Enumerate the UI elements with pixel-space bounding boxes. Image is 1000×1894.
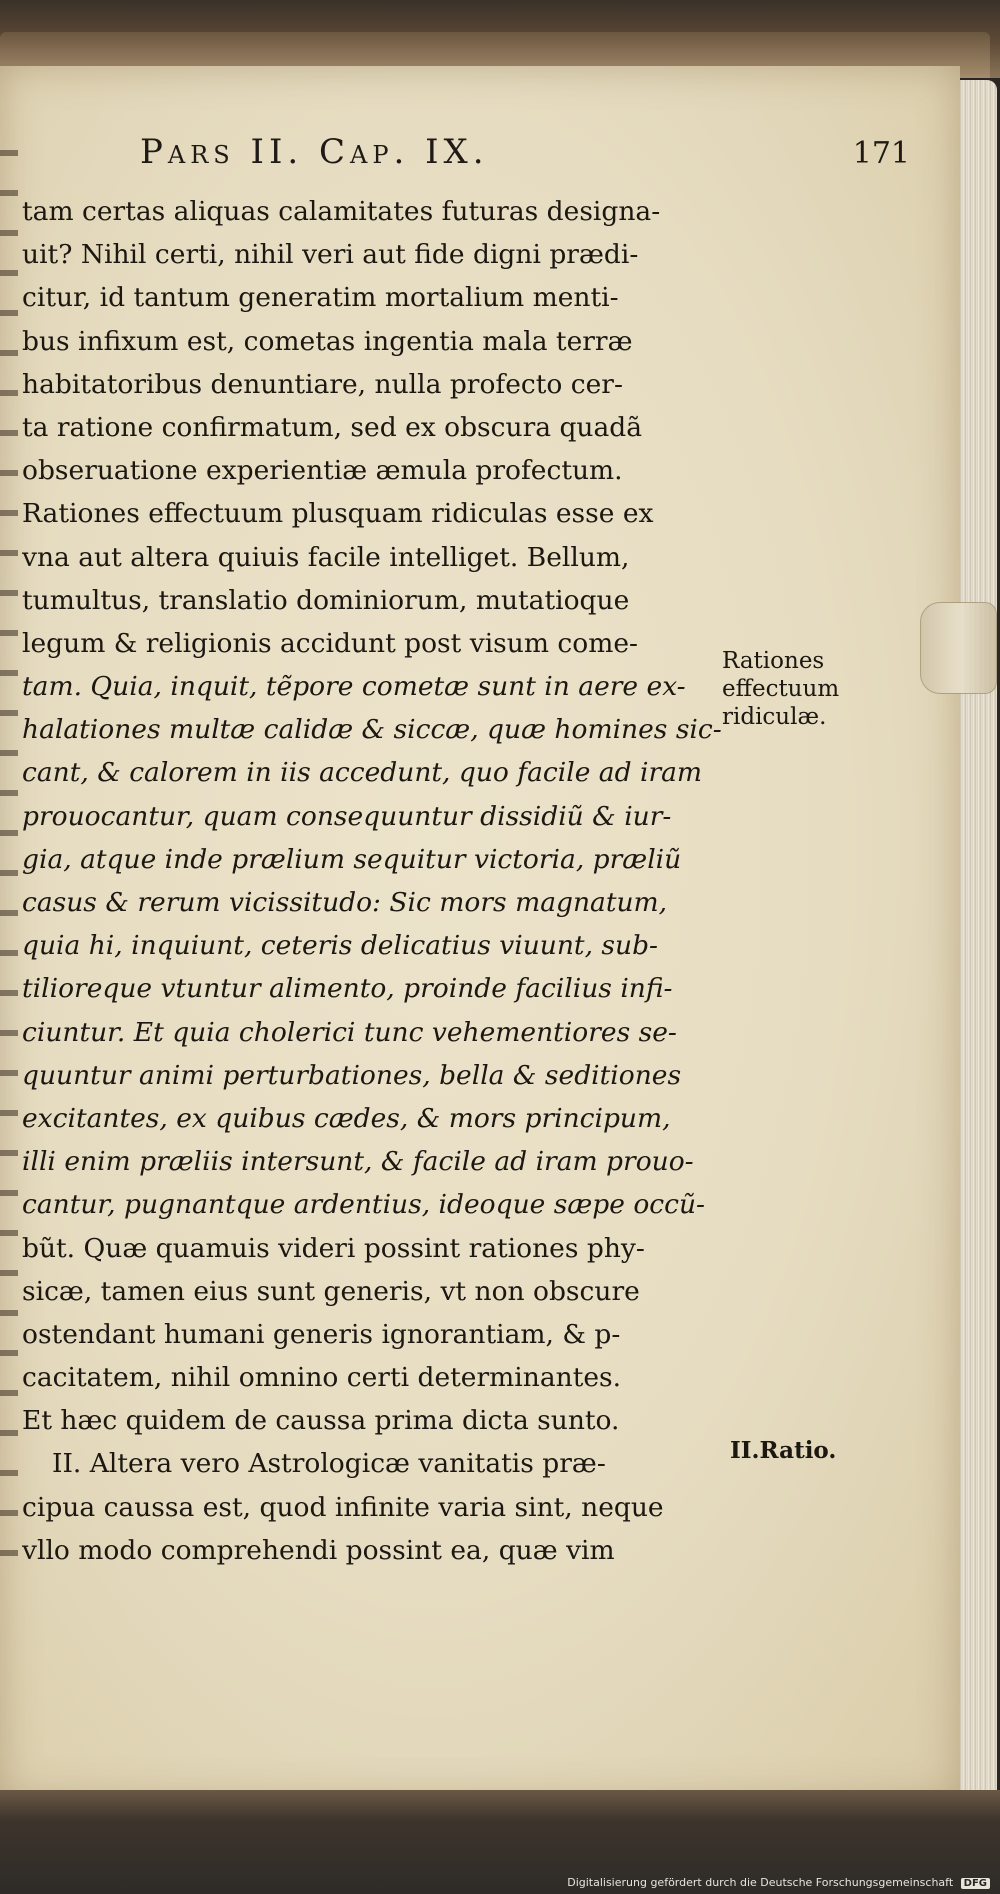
text-line: vna aut altera quiuis facile intelliget. Bellum, (22, 541, 630, 573)
text-line: sicæ, tamen eius sunt generis, vt non obscure (22, 1275, 640, 1307)
text-line: ciuntur. Et quia cholerici tunc vehementiores se- (22, 1016, 677, 1048)
credit-text: Digitalisierung gefördert durch die Deutsche Forschungsgemeinschaft (567, 1876, 954, 1889)
text-line: cipua caussa est, quod infinite varia sint, neque (22, 1491, 664, 1523)
text-line: vllo modo comprehendi possint ea, quæ vim (22, 1534, 615, 1566)
marginal-note: II.Ratio. (730, 1437, 837, 1464)
text-line: cacitatem, nihil omnino certi determinantes. (22, 1362, 622, 1394)
text-line: tam. Quia, inquit, tẽpore cometæ sunt in aere ex- (22, 671, 686, 703)
body-text (22, 190, 722, 1572)
text-line: tam certas aliquas calamitates futuras designa- (22, 196, 661, 227)
text-line: ta ratione confirmatum, sed ex obscura quadã (22, 411, 643, 443)
text-line: gia, atque inde prælium sequitur victoria, præliũ (22, 843, 682, 875)
page-number: 171 (852, 136, 910, 171)
text-line: illi enim præliis intersunt, & facile ad iram prouo- (22, 1146, 694, 1178)
text-line: habitatoribus denuntiare, nulla profecto cer- (22, 368, 623, 400)
text-line: uit? Nihil certi, nihil veri aut fide digni prædi- (22, 239, 639, 271)
text-line: II. Altera vero Astrologicæ vanitatis præ- (52, 1448, 606, 1480)
text-line: casus & rerum vicissitudo: Sic mors magnatum, (22, 887, 668, 918)
text-line: quuntur animi perturbationes, bella & seditiones (22, 1059, 682, 1091)
text-line: Rationes effectuum plusquam ridiculas esse ex (22, 498, 654, 530)
text-line: tumultus, translatio dominiorum, mutatioque (22, 584, 630, 616)
text-line: cantur, pugnantque ardentius, ideoque sæpe occũ- (22, 1189, 706, 1221)
text-line: prouocantur, quam consequuntur dissidiũ & iur- (22, 800, 672, 832)
book-clasp (920, 602, 997, 694)
dfg-logo: DFG (961, 1878, 990, 1889)
text-line: cant, & calorem in iis accedunt, quo facile ad iram (22, 757, 703, 789)
text-line: quia hi, inquiunt, ceteris delicatius viuunt, sub- (22, 930, 658, 962)
text-line: excitantes, ex quibus cædes, & mors principum, (22, 1102, 671, 1134)
gutter-shadow (0, 150, 18, 1570)
text-line: obseruatione experientiæ æmula profectum. (22, 455, 623, 487)
text-line: bus infixum est, cometas ingentia mala terræ (22, 325, 633, 357)
text-line: halationes multæ calidæ & siccæ, quæ homines sic- (22, 714, 722, 746)
digitization-credit (567, 1876, 990, 1889)
text-line: ostendant humani generis ignorantiam, & p- (22, 1318, 621, 1350)
text-line: citur, id tantum generatim mortalium menti- (22, 282, 619, 314)
text-line: tilioreque vtuntur alimento, proinde facilius infi- (22, 973, 673, 1005)
page-header (140, 132, 910, 182)
text-line: bũt. Quæ quamuis videri possint rationes phy- (22, 1232, 645, 1264)
marginal-note: Rationes effectuum ridiculæ. (722, 648, 840, 730)
text-line: Et hæc quidem de caussa prima dicta sunto. (22, 1405, 620, 1437)
text-line: legum & religionis accidunt post visum come- (22, 627, 638, 659)
running-title: Pars II. Cap. IX. (140, 132, 489, 172)
